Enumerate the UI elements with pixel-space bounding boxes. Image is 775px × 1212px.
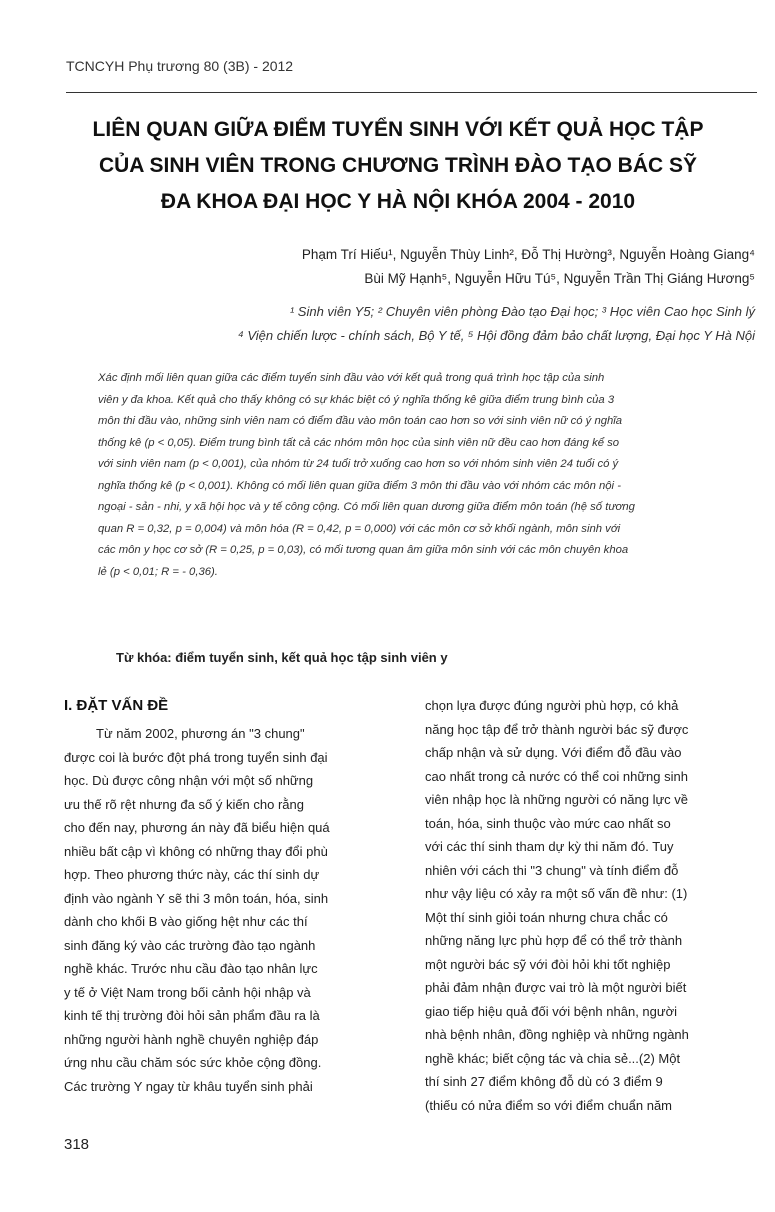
body-line: nhiên với cách thi "3 chung" và tính điểm đỗ: [425, 862, 679, 878]
running-header: TCNCYH Phụ trương 80 (3B) - 2012: [66, 58, 294, 74]
author-line: Phạm Trí Hiếu¹, Nguyễn Thùy Linh², Đỗ Thị Hường³, Nguyễn Hoàng Giang⁴: [301, 247, 755, 262]
abstract: [98, 368, 756, 583]
author-line: Bùi Mỹ Hạnh⁵, Nguyễn Hữu Tú⁵, Nguyễn Trần Thị Giáng Hương⁵: [364, 271, 755, 286]
body-line: kinh tế thị trường đòi hỏi sản phẩm đầu ra là: [64, 1008, 320, 1023]
section-heading: I. ĐẶT VẤN ĐỀ: [64, 697, 169, 714]
body-line: một người bác sỹ với đòi hỏi khi tốt nghiệp: [425, 956, 671, 972]
title-line: ĐA KHOA ĐẠI HỌC Y HÀ NỘI KHÓA 2004 - 2010: [160, 190, 636, 213]
abstract-line: thống kê (p < 0,05). Điểm trung bình tất cả các nhóm môn học của sinh viên nữ đều cao hơn đáng kể so: [98, 436, 620, 449]
abstract-line: ngoại - sản - nhi, y xã hội học và y tế công cộng. Có mối liên quan dương giữa điểm môn toán (hệ số tương: [98, 501, 635, 513]
abstract-line: lẻ (p < 0,01; R = - 0,36).: [98, 565, 218, 578]
body-line: nhà bệnh nhân, đồng nghiệp và những ngành: [425, 1027, 689, 1042]
affiliation-line: ¹ Sinh viên Y5; ² Chuyên viên phòng Đào tạo Đại học; ³ Học viên Cao học Sinh lý: [289, 304, 755, 319]
body-line: được coi là bước đột phá trong tuyển sinh đại: [64, 749, 328, 765]
body-line: Một thí sinh giỏi toán nhưng chưa chắc có: [425, 909, 668, 925]
body-line: sinh đăng ký vào các trường đào tạo ngành: [64, 937, 316, 953]
body-line: ưu thế rõ rệt nhưng đa số ý kiến cho rằng: [64, 796, 304, 812]
body-line: giao tiếp hiệu quả đối với bệnh nhân, người: [425, 1003, 677, 1019]
body-column-right: [425, 694, 755, 1117]
header-rule: [66, 92, 757, 93]
body-line: chấp nhận và sử dụng. Với điểm đỗ đầu vào: [425, 745, 682, 760]
body-line: năng học tập để trở thành người bác sỹ được: [425, 721, 689, 737]
body-line: (thiếu có nửa điểm so với điểm chuẩn năm: [425, 1097, 673, 1113]
body-line: như vậy liệu có xảy ra một số vấn đề như: (1): [425, 886, 688, 901]
body-line: phải đảm nhận được vai trò là một người biết: [425, 980, 687, 995]
author-list: [302, 243, 755, 291]
abstract-line: quan R = 0,32, p = 0,004) và môn hóa (R = 0,42, p = 0,000) với các môn cơ sở khối ngành, môn sinh với: [98, 522, 621, 535]
abstract-line: nghĩa thống kê (p < 0,001). Không có mối liên quan giữa điểm 3 môn thi đầu vào với nhóm các môn nội -: [98, 479, 621, 492]
body-line: ứng nhu cầu chăm sóc sức khỏe cộng đồng.: [64, 1055, 322, 1070]
body-line: toán, hóa, sinh thuộc vào mức cao nhất so: [425, 815, 671, 831]
body-line: y tế ở Việt Nam trong bối cảnh hội nhập và: [64, 984, 311, 1000]
body-line: nghề khác. Trước nhu cầu đào tạo nhân lực: [64, 961, 318, 976]
body-line: với các thí sinh tham dự kỳ thi năm đó. Tuy: [425, 839, 674, 854]
abstract-line: môn thi đầu vào, những sinh viên nam có điểm đầu vào môn toán cao hơn so với sinh viên nữ có ý nghĩa: [98, 415, 623, 427]
body-line: cao nhất trong cả nước có thể coi những sinh: [425, 768, 688, 784]
paper-title: [48, 112, 748, 220]
body-line: định vào ngành Y sẽ thi 3 môn toán, hóa, sinh: [64, 890, 329, 906]
abstract-line: Xác định mối liên quan giữa các điểm tuyển sinh đầu vào với kết quả trong quá trình học tập của sinh: [98, 372, 605, 384]
keywords: Từ khóa: điểm tuyển sinh, kết quả học tập sinh viên y: [116, 650, 448, 665]
body-line: những người hành nghề chuyên nghiệp đáp: [64, 1031, 319, 1047]
body-line: nghề khác; biết cộng tác và chia sẻ...(2) Một: [425, 1050, 681, 1066]
affiliations: [238, 300, 755, 348]
abstract-line: các môn y học cơ sở (R = 0,25, p = 0,03), có mối tương quan âm giữa môn sinh với các môn chuyên khoa: [98, 544, 629, 556]
body-line: hợp. Theo phương thức này, các thí sinh dự: [64, 867, 320, 882]
page-number: 318: [64, 1136, 90, 1153]
body-line: những năng lực phù hợp để có thể trở thành: [425, 933, 683, 948]
body-line: nhiều bất cập vì không có những thay đổi phù: [64, 843, 328, 859]
title-line: LIÊN QUAN GIỮA ĐIỂM TUYỂN SINH VỚI KẾT QUẢ HỌC TẬP: [92, 118, 704, 141]
body-line: học. Dù được công nhận với một số những: [64, 773, 314, 788]
body-line: Các trường Y ngay từ khâu tuyển sinh phải: [64, 1078, 313, 1094]
abstract-line: với sinh viên nam (p < 0,001), của nhóm từ 24 tuổi trở xuống cao hơn so với nhóm sinh viên 24 tuổi có ý: [98, 458, 619, 470]
body-line: cho đến nay, phương án này đã biểu hiện quá: [64, 820, 330, 835]
body-line: thí sinh 27 điểm không đỗ dù có 3 điểm 9: [425, 1074, 663, 1089]
title-line: CỦA SINH VIÊN TRONG CHƯƠNG TRÌNH ĐÀO TẠO BÁC SỸ: [98, 154, 698, 177]
body-line: Từ năm 2002, phương án "3 chung": [96, 726, 305, 741]
affiliation-line: ⁴ Viện chiến lược - chính sách, Bộ Y tế, ⁵ Hội đồng đảm bảo chất lượng, Đại học Y Hà Nội: [238, 328, 755, 343]
body-line: chọn lựa được đúng người phù hợp, có khả: [425, 698, 679, 713]
abstract-line: viên y đa khoa. Kết quả cho thấy không có sự khác biệt có ý nghĩa thống kê giữa điểm trung bình của 3: [98, 393, 615, 406]
body-column-left: [64, 694, 394, 1098]
body-line: viên nhập học là những người có năng lực về: [425, 792, 689, 807]
body-line: dành cho khối B vào giống hệt như các thí: [64, 914, 308, 929]
